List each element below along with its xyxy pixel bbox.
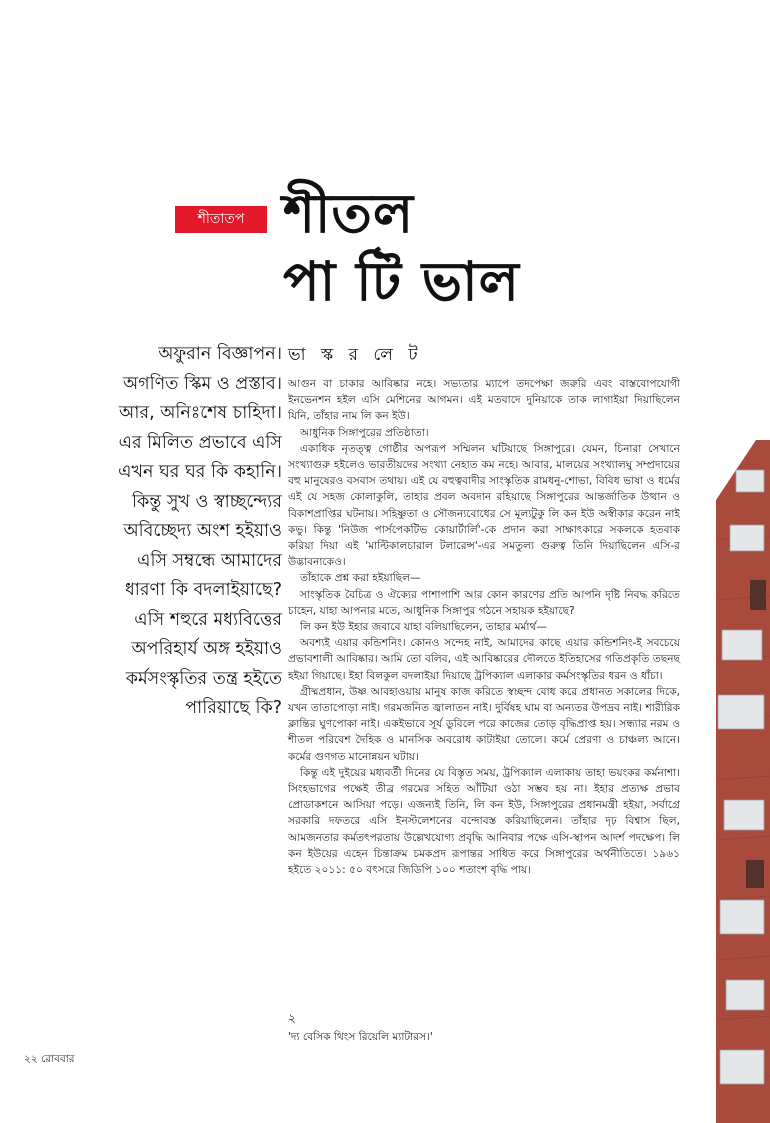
headline-line-2: পা টি ভাল	[283, 250, 520, 313]
body-paragraph: অবশ্যই এয়ার কন্ডিশনিং। কোনও সন্দেহ নাই, আমাদের কাছে এয়ার কন্ডিশনিং-ই সবচেয়ে প্রভাবশালী আবিষ্কার। আমি তো বলিব, এই আবিষ্কারের দৌলতে ইতিহাসের গতিপ্রকৃতি তছনছ হইয়া গিয়াছে। ইহা বিলকুল বদলাইয়া দিয়াছে ট্রপিক্যাল এলাকার কর্মসংস্কৃতির ধরন ও ধাঁচা।	[288, 637, 680, 682]
pull-quote-line: এর মিলিত প্রভাবে এসি	[118, 432, 282, 453]
body-paragraph: গ্রীষ্মপ্রধান, উষ্ণ আবহাওয়ায় মানুষ কাজ করিতে স্বচ্ছন্দ বোধ করে প্রধানত সকালের দিকে, যখন তাতাপোড়া নাই। গরমজনিত জ্বালাতন নাই। দুর্বিষহ ঘাম বা অন্যতর উপদ্রব নাই। শারীরিক ক্লান্তির ঘুণপোকা নাই। একইভাবে সূর্য ডুবিলে পরে কাজের তোড় বৃদ্ধিপ্রাপ্ত হয়। সন্ধ্যার নরম ও শীতল পরিবেশ দৈহিক ও মানসিক অবরোধ কাটাইয়া তোলে। কর্মে প্রেরণা ও চাঞ্চল্য আনে। কর্মের গুণগত মানোন্নয়ন ঘটায়।	[288, 685, 680, 763]
ac-unit-icon	[720, 1050, 764, 1084]
pull-quote-line: পারিয়াছে কি?	[185, 698, 282, 718]
body-paragraph: সাংস্কৃতিক বৈচিত্র ও ঐক্যের পাশাপাশি আর কোন কারণের প্রতি আপনি দৃষ্টি নিবদ্ধ করিতে চাহেন, যাহা আপনার মতে, আধুনিক সিঙ্গাপুর গঠনে সহায়ক হইয়াছে?	[288, 588, 680, 617]
pull-quote-line: অফুরান বিজ্ঞাপন।	[158, 344, 282, 364]
headline	[283, 180, 520, 316]
pull-quote-line: এসি সম্বন্ধে আমাদের	[137, 550, 282, 571]
body-paragraph: আধুনিক সিঙ্গাপুরের প্রতিষ্ঠাতা।	[300, 426, 429, 439]
section-subhead: 'দ্য বেসিক থিংস রিয়েলি ম্যাটারস।'	[288, 1031, 433, 1043]
pull-quote	[110, 340, 282, 724]
pull-quote-line: এখন ঘর ঘর কি কহানি।	[118, 462, 282, 482]
article-body	[288, 376, 680, 878]
section-number: ২	[288, 1011, 296, 1025]
byline: ভা স্ক র লে ট	[288, 345, 423, 365]
body-paragraph: লি কন ইউ ইহার জবাবে যাহা বলিয়াছিলেন, তাহার মর্মার্থ—	[300, 621, 547, 634]
page-folio: ২২ রোববার	[24, 1053, 75, 1065]
body-paragraph: তাঁহাকে প্রশ্ন করা হইয়াছিল—	[300, 572, 421, 585]
ac-unit-icon	[724, 800, 764, 830]
ac-unit-icon	[718, 695, 764, 729]
pull-quote-line: কিন্তু সুখ ও স্বাচ্ছন্দ্যের	[132, 491, 282, 512]
ac-unit-icon	[726, 980, 764, 1010]
pull-quote-line: কর্মসংস্কৃতির তন্ত্র হইতে	[125, 668, 282, 689]
body-paragraph: আগুন বা চাকার আবিষ্কার নহে। সভ্যতার ম্যাপে তদপেক্ষা জরুরি এবং বাস্তবোপযোগী ইনভেনশন হইল এসি মেশিনের আগমন। এই মতবাদে দুনিয়াকে তাক লাগাইয়া দিয়াছিলেন যিনি, তাঁহার নাম লি কন ইউ।	[288, 378, 680, 423]
building-photo	[716, 440, 770, 1123]
body-paragraph: একাধিক নৃতত্ত্ব গোষ্ঠীর অপরূপ সম্মিলন ঘটিয়াছে সিঙ্গাপুরে। যেমন, চিনারা সেখানে সংখ্যাগুরু হইলেও ভারতীয়দের সংখ্যা নেহাত কম নহে। আবার, মালয়ের সংখ্যালঘু সম্প্রদায়ের বহু মানুষেরও বসবাস তথায়। এই যে বহুত্ববাদীর সাংস্কৃতিক রামধনু-শোভা, বিবিধ ভাষা ও ধর্মের এই যে সহজ কোলাকুলি, তাহার প্রবল অবদান রহিয়াছে সিঙ্গাপুরের আন্তর্জাতিক উত্থান ও বিকাশপ্রাপ্তির ঘটনায়। সহিষ্ণুতা ও সৌজন্যবোধের সে মূল্যটুকু লি কন ইউ অস্বীকার করেন নাই কভু। কিন্তু 'নিউজ পার্সপেকটিভ কোয়ার্টার্লি'-কে প্রদান করা সাক্ষাৎকারে সকলকে হতবাক করিয়া দিয়া এই 'মাল্টিকালচারাল টলারেন্স'-এর সমতুল্য গুরুত্ব তিনি দিয়াছিলেন এসি-র উদ্ভাবনাকেও।	[288, 442, 680, 569]
ac-unit-icon	[730, 525, 764, 551]
pull-quote-line: অবিচ্ছেদ্য অংশ হইয়াও	[123, 521, 282, 541]
pull-quote-line: এসি শহুরে মধ্যবিত্তের	[134, 609, 282, 630]
section-tag: শীতাতপ	[175, 206, 267, 233]
ac-unit-icon	[722, 630, 762, 660]
ac-unit-icon	[720, 900, 764, 934]
headline-line-1: শীতল	[283, 182, 415, 245]
pull-quote-line: ধারণা কি বদলাইয়াছে?	[124, 580, 282, 600]
pull-quote-line: অগণিত স্কিম ও প্রস্তাব।	[123, 373, 282, 394]
body-paragraph: কিন্তু এই দুইয়ের মধ্যবর্তী দিনের যে বিস্তৃত সময়, ট্রপিক্যাল এলাকায় তাহা ভয়ংকর কর্মনাশা। সিংহভাগের পক্ষেই তীব্র গরমের সহিত আঁটিয়া ওঠা সম্ভব হয় না। ইহার প্রত্যক্ষ প্রভাব প্রোডাকশনে আসিয়া পড়ে। এজন্যই তিনি, লি কন ইউ, সিঙ্গাপুরের প্রধানমন্ত্রী হইয়া, সর্বাগ্রে সরকারি দফতরে এসি ইনস্টলেশনের বন্দোবস্ত করিয়াছিলেন। তাঁহার দৃঢ় বিশ্বাস ছিল, আমজনতার কর্মতৎপরতায় উল্লেখযোগ্য প্রবৃদ্ধি আনিবার পক্ষে এসি-স্থাপন আদর্শ পদক্ষেপ। লি কন ইউয়ের এহেন চিন্তাক্রম চমকপ্রদ রূপান্তর সাধিত করে সিঙ্গাপুরের অর্থনীতিতে। ১৯৬১ হইতে ২০১১: ৫০ বৎসরে জিডিপি ১০০ শতাংশ বৃদ্ধি পায়।	[288, 766, 680, 877]
pull-quote-line: অপরিহার্য অঙ্গ হইয়াও	[131, 639, 282, 659]
pull-quote-line: আর, অনিঃশেষ চাহিদা।	[119, 403, 282, 423]
ac-unit-icon	[736, 470, 764, 492]
